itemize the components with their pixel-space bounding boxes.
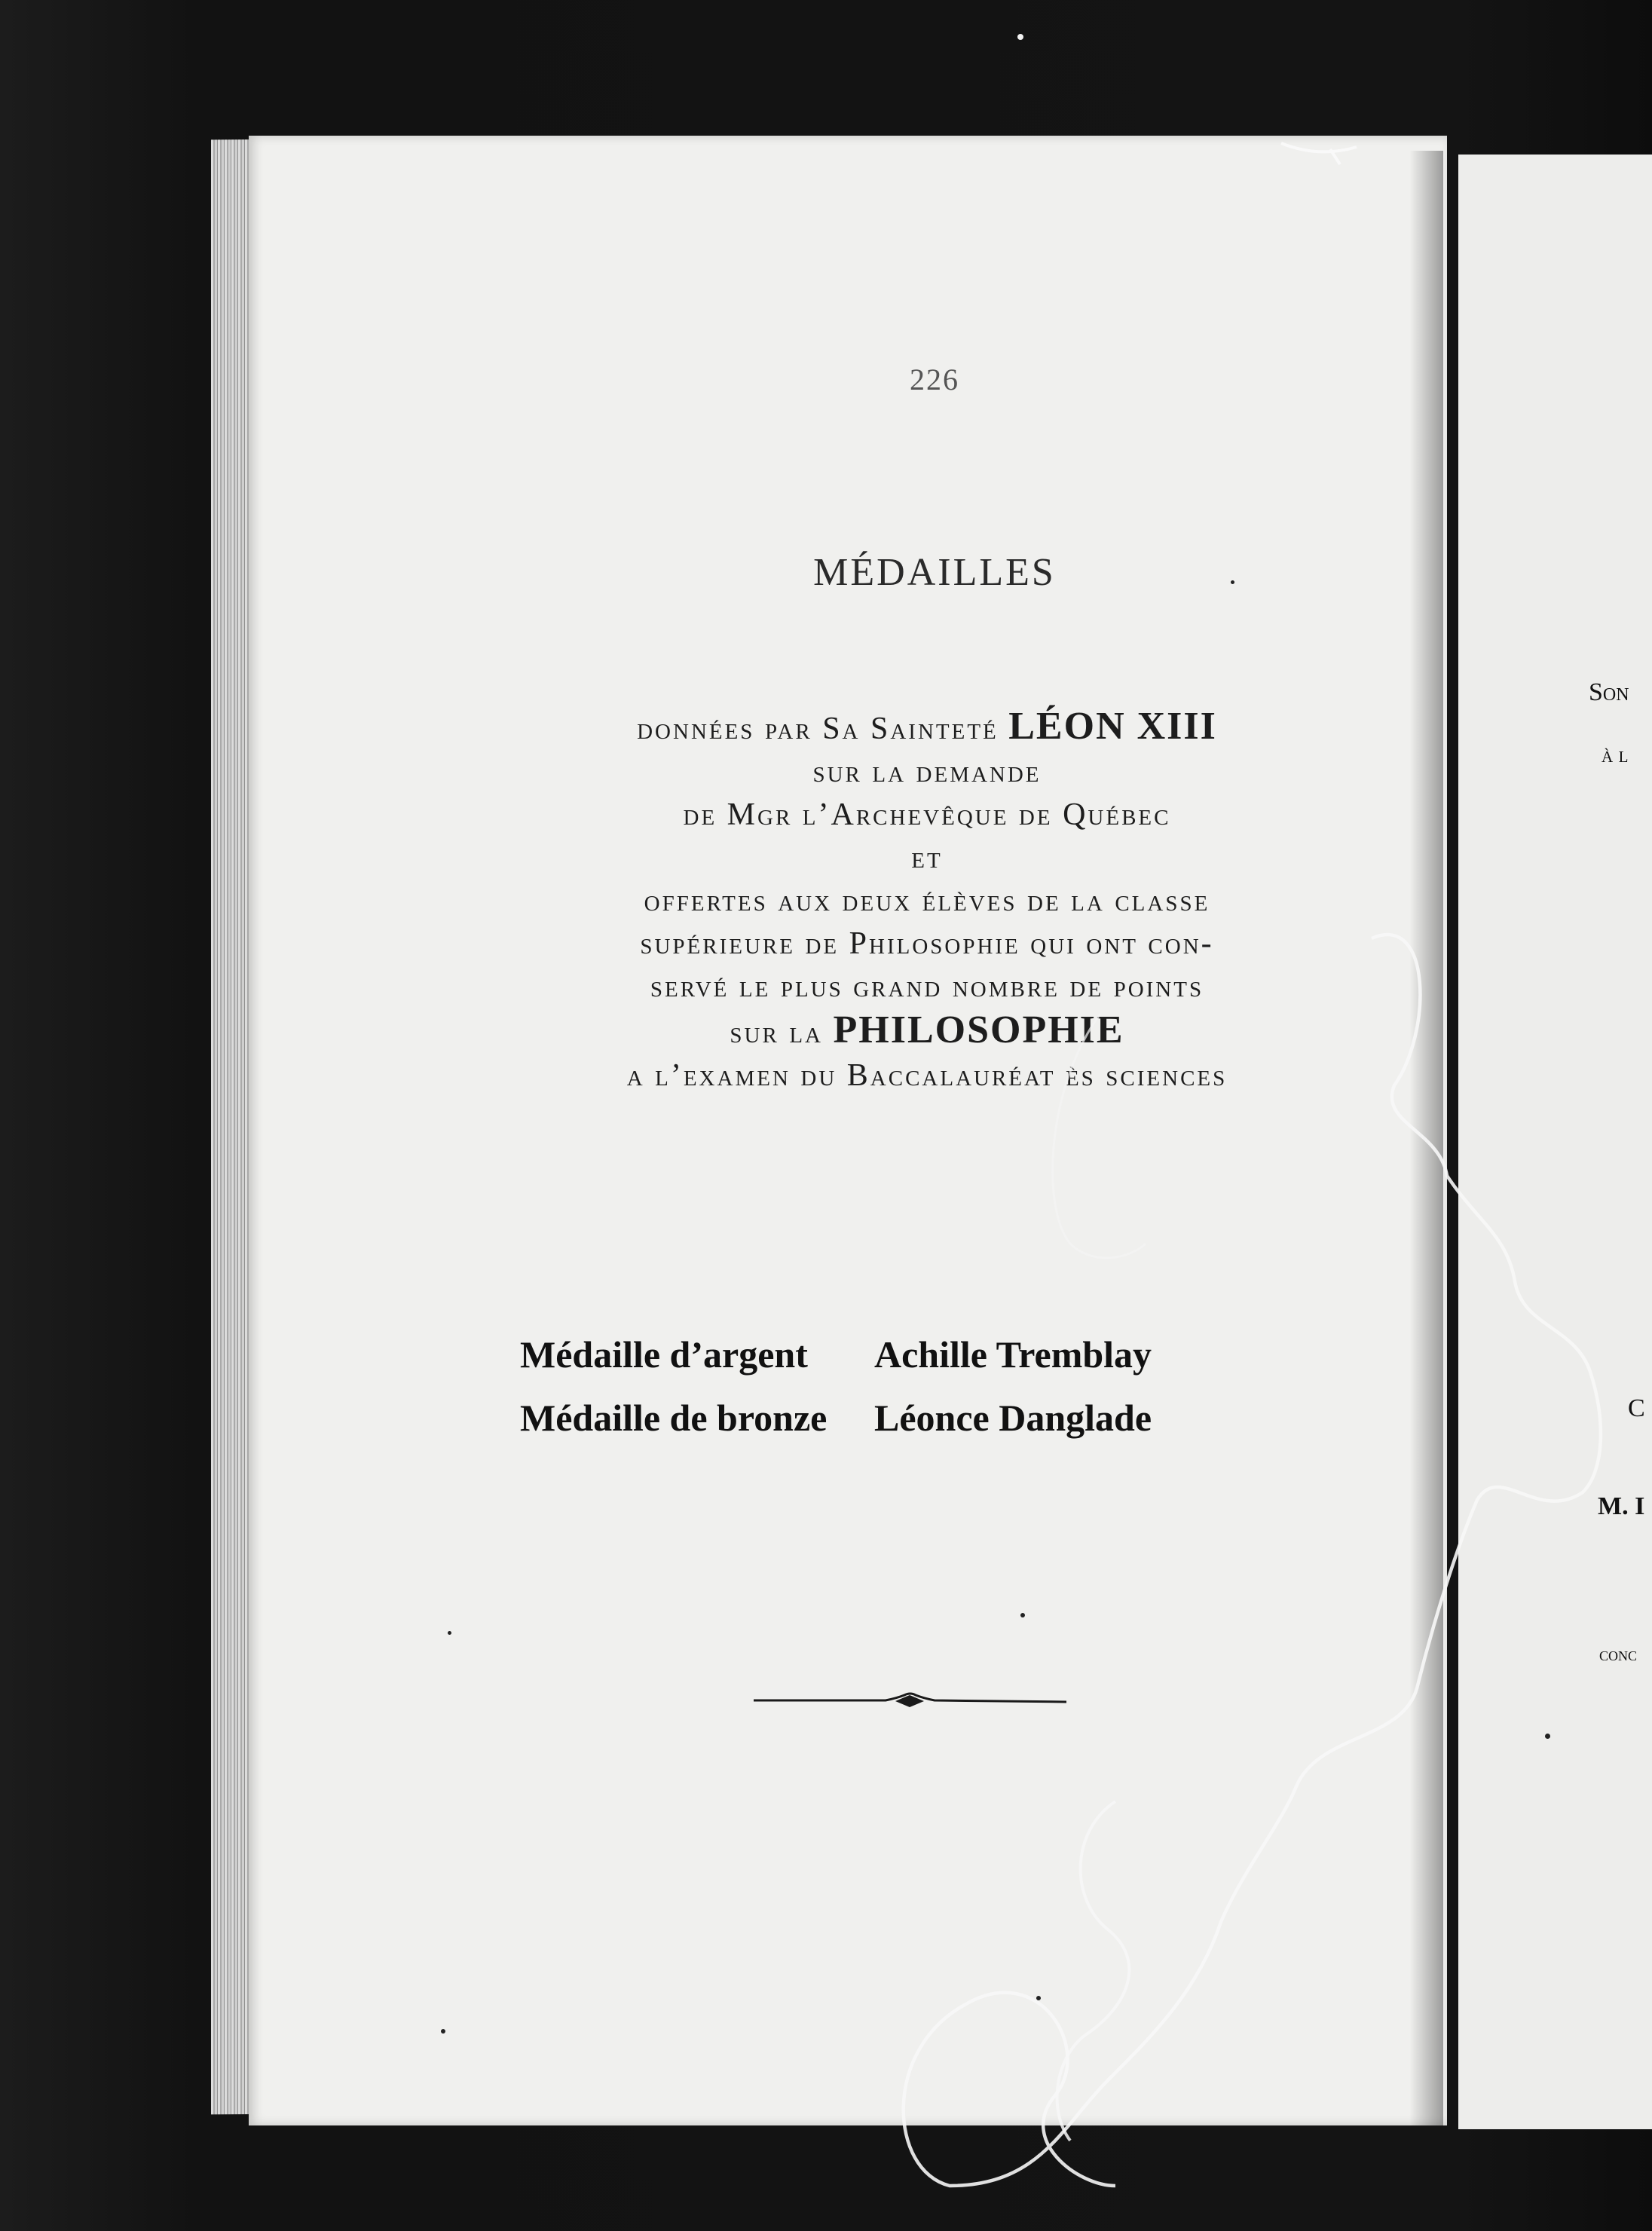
ornament-divider [754,1692,1066,1710]
medal-kind: Médaille d’argent [520,1333,808,1376]
pope-name: LÉON XIII [1008,705,1217,748]
dedication-line: supérieure de Philosophie qui ont con- [640,926,1214,961]
paper-speck [1231,580,1234,584]
page-number: 226 [910,363,959,396]
paper-speck [1036,1996,1041,2000]
dedication-line [497,705,1357,751]
paper-speck [1020,1613,1025,1617]
medal-kind: Médaille de bronze [520,1397,828,1439]
film-speck [1017,34,1023,40]
medal-row [520,1323,1274,1386]
medal-list [520,1323,1274,1449]
paper-speck [448,1631,451,1635]
dedication-text: sur la [730,1015,823,1050]
recipient-name: Achille Tremblay [874,1333,1152,1376]
facing-page-fragment: C [1628,1394,1645,1422]
paper-speck [1545,1734,1550,1739]
gutter-shadow [1409,151,1443,2125]
dedication-line: offertes aux deux élèves de la classe [644,883,1210,918]
dedication-line: a l’examen du Baccalauréat ès sciences [626,1058,1228,1093]
facing-page-fragment: à l [1602,742,1629,767]
dedication-block [497,705,1357,1097]
dedication-text: données par Sa Sainteté [637,712,999,746]
book-page-226 [249,136,1447,2125]
facing-page-fragment: Son [1589,678,1629,706]
dedication-line: et [911,840,943,875]
facing-page-fragment: M. I [1598,1492,1645,1520]
facing-page [1458,155,1652,2129]
paper-speck [441,2029,445,2034]
medal-row [520,1386,1274,1449]
subject-name: PHILOSOPHIE [833,1008,1124,1051]
facing-page-fragment: conc [1599,1643,1638,1665]
page-title: MÉDAILLES [813,551,1056,594]
dedication-line [497,1008,1357,1054]
dedication-line: de Mgr l’Archevêque de Québec [683,797,1171,832]
recipient-name: Léonce Danglade [874,1397,1152,1439]
dedication-line: sur la demande [812,754,1042,789]
dedication-line: servé le plus grand nombre de points [650,969,1204,1004]
